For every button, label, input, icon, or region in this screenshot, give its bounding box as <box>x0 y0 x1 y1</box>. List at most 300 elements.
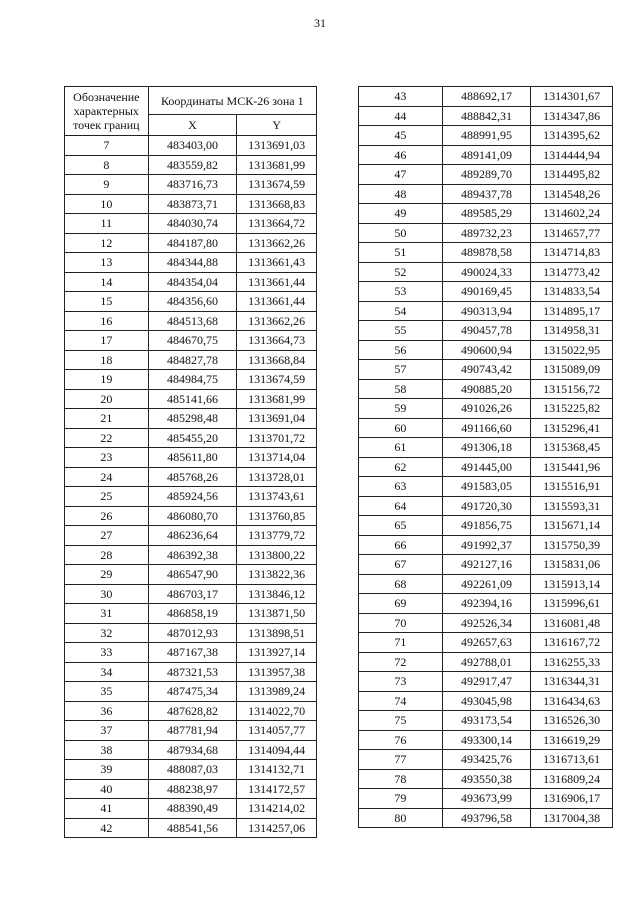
x-coordinate-cell: 486236,64 <box>148 526 237 546</box>
point-number-cell: 57 <box>359 360 443 380</box>
point-number-cell: 8 <box>65 155 149 175</box>
x-coordinate-cell: 492917,47 <box>442 672 531 692</box>
x-coordinate-cell: 483559,82 <box>148 155 237 175</box>
x-coordinate-cell: 483873,71 <box>148 194 237 214</box>
y-coordinate-cell: 1314773,42 <box>531 262 613 282</box>
point-number-cell: 63 <box>359 477 443 497</box>
y-coordinate-cell: 1315441,96 <box>531 457 613 477</box>
table-row <box>65 272 317 292</box>
point-number-cell: 53 <box>359 282 443 302</box>
table-row <box>65 409 317 429</box>
table-row <box>359 360 613 380</box>
point-number-cell: 77 <box>359 750 443 770</box>
y-coordinate-cell: 1313760,85 <box>237 506 317 526</box>
x-coordinate-cell: 484344,88 <box>148 253 237 273</box>
point-number-cell: 26 <box>65 506 149 526</box>
x-coordinate-cell: 484513,68 <box>148 311 237 331</box>
x-coordinate-cell: 484356,60 <box>148 292 237 312</box>
point-number-cell: 55 <box>359 321 443 341</box>
table-row <box>359 574 613 594</box>
table-row <box>65 311 317 331</box>
coordinates-table-right <box>358 86 613 828</box>
point-number-cell: 59 <box>359 399 443 419</box>
y-coordinate-cell: 1313691,04 <box>237 409 317 429</box>
point-number-cell: 38 <box>65 740 149 760</box>
x-coordinate-cell: 492394,16 <box>442 594 531 614</box>
point-number-cell: 73 <box>359 672 443 692</box>
point-number-cell: 13 <box>65 253 149 273</box>
y-coordinate-cell: 1315593,31 <box>531 496 613 516</box>
table-row <box>359 672 613 692</box>
table-row <box>359 243 613 263</box>
y-coordinate-cell: 1314257,06 <box>237 818 317 838</box>
x-coordinate-cell: 491306,18 <box>442 438 531 458</box>
coordinates-table-left <box>64 86 317 838</box>
y-coordinate-cell: 1315913,14 <box>531 574 613 594</box>
point-number-cell: 34 <box>65 662 149 682</box>
y-coordinate-cell: 1315671,14 <box>531 516 613 536</box>
table-row <box>65 643 317 663</box>
table-row <box>359 769 613 789</box>
x-coordinate-cell: 488541,56 <box>148 818 237 838</box>
x-coordinate-cell: 486080,70 <box>148 506 237 526</box>
x-coordinate-cell: 487321,53 <box>148 662 237 682</box>
table-row <box>65 155 317 175</box>
table-row <box>359 535 613 555</box>
table-row <box>65 331 317 351</box>
y-coordinate-cell: 1316906,17 <box>531 789 613 809</box>
table-row <box>65 233 317 253</box>
table-row <box>65 799 317 819</box>
page-number: 31 <box>314 16 326 30</box>
x-coordinate-cell: 489878,58 <box>442 243 531 263</box>
point-number-cell: 43 <box>359 87 443 107</box>
table-row <box>65 662 317 682</box>
table-row <box>359 340 613 360</box>
y-coordinate-cell: 1314172,57 <box>237 779 317 799</box>
table-row <box>65 292 317 312</box>
x-coordinate-cell: 485924,56 <box>148 487 237 507</box>
table-row <box>65 214 317 234</box>
table-row <box>359 87 613 107</box>
x-coordinate-cell: 490885,20 <box>442 379 531 399</box>
point-number-cell: 23 <box>65 448 149 468</box>
y-coordinate-cell: 1314347,86 <box>531 106 613 126</box>
table-row <box>359 379 613 399</box>
x-coordinate-cell: 491166,60 <box>442 418 531 438</box>
point-number-cell: 80 <box>359 808 443 828</box>
table-row <box>359 457 613 477</box>
table-row <box>65 253 317 273</box>
table-row <box>359 633 613 653</box>
table-row <box>359 282 613 302</box>
point-number-cell: 68 <box>359 574 443 594</box>
point-number-cell: 67 <box>359 555 443 575</box>
x-coordinate-cell: 487012,93 <box>148 623 237 643</box>
table-row <box>65 487 317 507</box>
point-number-cell: 79 <box>359 789 443 809</box>
point-number-cell: 19 <box>65 370 149 390</box>
table-row <box>359 301 613 321</box>
x-coordinate-cell: 488238,97 <box>148 779 237 799</box>
point-number-cell: 18 <box>65 350 149 370</box>
x-coordinate-cell: 491856,75 <box>442 516 531 536</box>
x-coordinate-cell: 489437,78 <box>442 184 531 204</box>
table-row <box>65 370 317 390</box>
x-coordinate-cell: 492127,16 <box>442 555 531 575</box>
point-number-cell: 27 <box>65 526 149 546</box>
point-number-cell: 72 <box>359 652 443 672</box>
point-number-cell: 10 <box>65 194 149 214</box>
y-coordinate-cell: 1316344,31 <box>531 672 613 692</box>
point-number-cell: 24 <box>65 467 149 487</box>
table-row <box>65 779 317 799</box>
y-coordinate-cell: 1313714,04 <box>237 448 317 468</box>
y-coordinate-cell: 1314602,24 <box>531 204 613 224</box>
x-coordinate-cell: 489585,29 <box>442 204 531 224</box>
point-number-cell: 35 <box>65 682 149 702</box>
x-column-header: X <box>148 115 237 136</box>
table-row <box>65 350 317 370</box>
x-coordinate-cell: 493045,98 <box>442 691 531 711</box>
x-coordinate-cell: 493673,99 <box>442 789 531 809</box>
y-coordinate-cell: 1314094,44 <box>237 740 317 760</box>
x-coordinate-cell: 484354,04 <box>148 272 237 292</box>
table-row <box>359 145 613 165</box>
point-number-cell: 42 <box>65 818 149 838</box>
point-number-cell: 32 <box>65 623 149 643</box>
x-coordinate-cell: 491583,05 <box>442 477 531 497</box>
y-coordinate-cell: 1313674,59 <box>237 175 317 195</box>
y-coordinate-cell: 1313662,26 <box>237 311 317 331</box>
table-row <box>359 613 613 633</box>
x-coordinate-cell: 490457,78 <box>442 321 531 341</box>
x-coordinate-cell: 485611,80 <box>148 448 237 468</box>
x-coordinate-cell: 493300,14 <box>442 730 531 750</box>
x-coordinate-cell: 493173,54 <box>442 711 531 731</box>
y-coordinate-cell: 1314132,71 <box>237 760 317 780</box>
x-coordinate-cell: 493550,38 <box>442 769 531 789</box>
right-table-body <box>359 87 613 828</box>
y-coordinate-cell: 1316809,24 <box>531 769 613 789</box>
point-number-cell: 50 <box>359 223 443 243</box>
y-coordinate-cell: 1316713,61 <box>531 750 613 770</box>
y-coordinate-cell: 1313701,72 <box>237 428 317 448</box>
table-row <box>359 106 613 126</box>
point-number-cell: 62 <box>359 457 443 477</box>
point-number-cell: 22 <box>65 428 149 448</box>
point-number-cell: 48 <box>359 184 443 204</box>
x-coordinate-cell: 490313,94 <box>442 301 531 321</box>
point-number-cell: 11 <box>65 214 149 234</box>
y-coordinate-cell: 1313957,38 <box>237 662 317 682</box>
point-number-cell: 30 <box>65 584 149 604</box>
y-coordinate-cell: 1313662,26 <box>237 233 317 253</box>
y-coordinate-cell: 1315225,82 <box>531 399 613 419</box>
y-coordinate-cell: 1313661,44 <box>237 292 317 312</box>
point-number-cell: 33 <box>65 643 149 663</box>
point-number-cell: 46 <box>359 145 443 165</box>
x-coordinate-cell: 491992,37 <box>442 535 531 555</box>
point-number-cell: 78 <box>359 769 443 789</box>
y-coordinate-cell: 1313661,44 <box>237 272 317 292</box>
coordinates-group-header: Координаты МСК-26 зона 1 <box>148 87 316 115</box>
point-number-cell: 56 <box>359 340 443 360</box>
table-row <box>359 652 613 672</box>
point-number-cell: 16 <box>65 311 149 331</box>
x-coordinate-cell: 491720,30 <box>442 496 531 516</box>
y-coordinate-cell: 1313800,22 <box>237 545 317 565</box>
y-coordinate-cell: 1314022,70 <box>237 701 317 721</box>
x-coordinate-cell: 486392,38 <box>148 545 237 565</box>
point-number-cell: 7 <box>65 136 149 156</box>
y-coordinate-cell: 1313661,43 <box>237 253 317 273</box>
table-row <box>359 516 613 536</box>
y-coordinate-cell: 1314444,94 <box>531 145 613 165</box>
point-number-cell: 9 <box>65 175 149 195</box>
point-number-cell: 28 <box>65 545 149 565</box>
x-coordinate-cell: 485298,48 <box>148 409 237 429</box>
x-coordinate-cell: 486703,17 <box>148 584 237 604</box>
y-coordinate-cell: 1315156,72 <box>531 379 613 399</box>
point-number-cell: 44 <box>359 106 443 126</box>
y-coordinate-cell: 1316255,33 <box>531 652 613 672</box>
table-row <box>65 740 317 760</box>
y-coordinate-cell: 1313681,99 <box>237 155 317 175</box>
point-number-cell: 36 <box>65 701 149 721</box>
table-row <box>65 389 317 409</box>
point-number-cell: 37 <box>65 721 149 741</box>
y-coordinate-cell: 1313668,83 <box>237 194 317 214</box>
x-coordinate-cell: 492657,63 <box>442 633 531 653</box>
table-row <box>359 594 613 614</box>
point-number-cell: 61 <box>359 438 443 458</box>
table-row <box>359 438 613 458</box>
table-row <box>65 194 317 214</box>
point-number-cell: 49 <box>359 204 443 224</box>
point-number-cell: 12 <box>65 233 149 253</box>
y-coordinate-cell: 1313898,51 <box>237 623 317 643</box>
x-coordinate-cell: 489289,70 <box>442 165 531 185</box>
y-coordinate-cell: 1313927,14 <box>237 643 317 663</box>
point-number-cell: 20 <box>65 389 149 409</box>
x-coordinate-cell: 492261,09 <box>442 574 531 594</box>
x-coordinate-cell: 488692,17 <box>442 87 531 107</box>
y-coordinate-cell: 1314657,77 <box>531 223 613 243</box>
table-row <box>359 165 613 185</box>
y-coordinate-cell: 1314958,31 <box>531 321 613 341</box>
y-coordinate-cell: 1315516,91 <box>531 477 613 497</box>
y-coordinate-cell: 1313989,24 <box>237 682 317 702</box>
table-row <box>359 184 613 204</box>
x-coordinate-cell: 491445,00 <box>442 457 531 477</box>
y-coordinate-cell: 1315368,45 <box>531 438 613 458</box>
point-number-cell: 29 <box>65 565 149 585</box>
y-coordinate-cell: 1313681,99 <box>237 389 317 409</box>
x-coordinate-cell: 485455,20 <box>148 428 237 448</box>
point-number-cell: 70 <box>359 613 443 633</box>
point-number-cell: 39 <box>65 760 149 780</box>
x-coordinate-cell: 484187,80 <box>148 233 237 253</box>
y-coordinate-cell: 1316619,29 <box>531 730 613 750</box>
y-coordinate-cell: 1316081,48 <box>531 613 613 633</box>
point-number-cell: 69 <box>359 594 443 614</box>
x-coordinate-cell: 492788,01 <box>442 652 531 672</box>
y-coordinate-cell: 1313871,50 <box>237 604 317 624</box>
point-number-cell: 74 <box>359 691 443 711</box>
point-number-cell: 76 <box>359 730 443 750</box>
table-row <box>359 496 613 516</box>
x-coordinate-cell: 487628,82 <box>148 701 237 721</box>
point-number-cell: 45 <box>359 126 443 146</box>
table-row <box>359 711 613 731</box>
y-coordinate-cell: 1313743,61 <box>237 487 317 507</box>
y-coordinate-cell: 1313846,12 <box>237 584 317 604</box>
y-coordinate-cell: 1314548,26 <box>531 184 613 204</box>
table-row <box>359 126 613 146</box>
y-coordinate-cell: 1314057,77 <box>237 721 317 741</box>
table-row <box>359 399 613 419</box>
x-coordinate-cell: 492526,34 <box>442 613 531 633</box>
point-number-cell: 41 <box>65 799 149 819</box>
table-row <box>65 721 317 741</box>
table-row <box>65 682 317 702</box>
table-row <box>65 584 317 604</box>
table-row <box>65 701 317 721</box>
table-row <box>65 467 317 487</box>
x-coordinate-cell: 485768,26 <box>148 467 237 487</box>
x-coordinate-cell: 484984,75 <box>148 370 237 390</box>
x-coordinate-cell: 490169,45 <box>442 282 531 302</box>
y-coordinate-cell: 1313674,59 <box>237 370 317 390</box>
y-column-header: Y <box>237 115 317 136</box>
y-coordinate-cell: 1315296,41 <box>531 418 613 438</box>
point-number-cell: 75 <box>359 711 443 731</box>
y-coordinate-cell: 1314214,02 <box>237 799 317 819</box>
x-coordinate-cell: 486858,19 <box>148 604 237 624</box>
y-coordinate-cell: 1314895,17 <box>531 301 613 321</box>
table-row <box>359 223 613 243</box>
x-coordinate-cell: 488991,95 <box>442 126 531 146</box>
x-coordinate-cell: 487781,94 <box>148 721 237 741</box>
point-number-cell: 60 <box>359 418 443 438</box>
y-coordinate-cell: 1315089,09 <box>531 360 613 380</box>
point-number-cell: 65 <box>359 516 443 536</box>
point-number-cell: 58 <box>359 379 443 399</box>
y-coordinate-cell: 1316167,72 <box>531 633 613 653</box>
table-row <box>359 691 613 711</box>
x-coordinate-cell: 488087,03 <box>148 760 237 780</box>
y-coordinate-cell: 1316526,30 <box>531 711 613 731</box>
y-coordinate-cell: 1313664,72 <box>237 214 317 234</box>
table-row <box>65 623 317 643</box>
table-row <box>65 565 317 585</box>
table-row <box>359 204 613 224</box>
table-row <box>65 428 317 448</box>
table-row <box>359 477 613 497</box>
y-coordinate-cell: 1315750,39 <box>531 535 613 555</box>
point-number-cell: 64 <box>359 496 443 516</box>
table-row <box>65 526 317 546</box>
table-row <box>359 789 613 809</box>
y-coordinate-cell: 1313691,03 <box>237 136 317 156</box>
y-coordinate-cell: 1313728,01 <box>237 467 317 487</box>
table-row <box>359 808 613 828</box>
table-row <box>65 136 317 156</box>
x-coordinate-cell: 484030,74 <box>148 214 237 234</box>
x-coordinate-cell: 487934,68 <box>148 740 237 760</box>
y-coordinate-cell: 1315831,06 <box>531 555 613 575</box>
y-coordinate-cell: 1313822,36 <box>237 565 317 585</box>
point-number-cell: 31 <box>65 604 149 624</box>
point-number-cell: 14 <box>65 272 149 292</box>
table-row <box>65 818 317 838</box>
x-coordinate-cell: 484670,75 <box>148 331 237 351</box>
y-coordinate-cell: 1316434,63 <box>531 691 613 711</box>
x-coordinate-cell: 483403,00 <box>148 136 237 156</box>
point-number-cell: 54 <box>359 301 443 321</box>
x-coordinate-cell: 489732,23 <box>442 223 531 243</box>
point-number-cell: 52 <box>359 262 443 282</box>
x-coordinate-cell: 493796,58 <box>442 808 531 828</box>
table-row <box>359 418 613 438</box>
table-row <box>65 175 317 195</box>
x-coordinate-cell: 491026,26 <box>442 399 531 419</box>
table-row <box>65 506 317 526</box>
x-coordinate-cell: 490024,33 <box>442 262 531 282</box>
table-row <box>359 750 613 770</box>
y-coordinate-cell: 1314301,67 <box>531 87 613 107</box>
table-row <box>359 262 613 282</box>
point-number-cell: 40 <box>65 779 149 799</box>
y-coordinate-cell: 1317004,38 <box>531 808 613 828</box>
table-row <box>65 545 317 565</box>
x-coordinate-cell: 490600,94 <box>442 340 531 360</box>
x-coordinate-cell: 485141,66 <box>148 389 237 409</box>
y-coordinate-cell: 1314833,54 <box>531 282 613 302</box>
y-coordinate-cell: 1314395,62 <box>531 126 613 146</box>
x-coordinate-cell: 484827,78 <box>148 350 237 370</box>
left-table-body <box>65 136 317 838</box>
y-coordinate-cell: 1314714,83 <box>531 243 613 263</box>
x-coordinate-cell: 488390,49 <box>148 799 237 819</box>
x-coordinate-cell: 483716,73 <box>148 175 237 195</box>
table-row <box>359 730 613 750</box>
point-number-cell: 66 <box>359 535 443 555</box>
point-number-cell: 47 <box>359 165 443 185</box>
x-coordinate-cell: 488842,31 <box>442 106 531 126</box>
x-coordinate-cell: 487167,38 <box>148 643 237 663</box>
x-coordinate-cell: 489141,09 <box>442 145 531 165</box>
table-row <box>65 448 317 468</box>
x-coordinate-cell: 487475,34 <box>148 682 237 702</box>
y-coordinate-cell: 1313668,84 <box>237 350 317 370</box>
x-coordinate-cell: 490743,42 <box>442 360 531 380</box>
table-row <box>65 760 317 780</box>
point-number-cell: 71 <box>359 633 443 653</box>
point-number-cell: 17 <box>65 331 149 351</box>
point-label-header: Обозначение характерных точек границ <box>65 87 149 136</box>
y-coordinate-cell: 1313664,73 <box>237 331 317 351</box>
y-coordinate-cell: 1315996,61 <box>531 594 613 614</box>
table-row <box>359 555 613 575</box>
y-coordinate-cell: 1313779,72 <box>237 526 317 546</box>
x-coordinate-cell: 493425,76 <box>442 750 531 770</box>
x-coordinate-cell: 486547,90 <box>148 565 237 585</box>
y-coordinate-cell: 1315022,95 <box>531 340 613 360</box>
point-number-cell: 21 <box>65 409 149 429</box>
table-row <box>65 604 317 624</box>
